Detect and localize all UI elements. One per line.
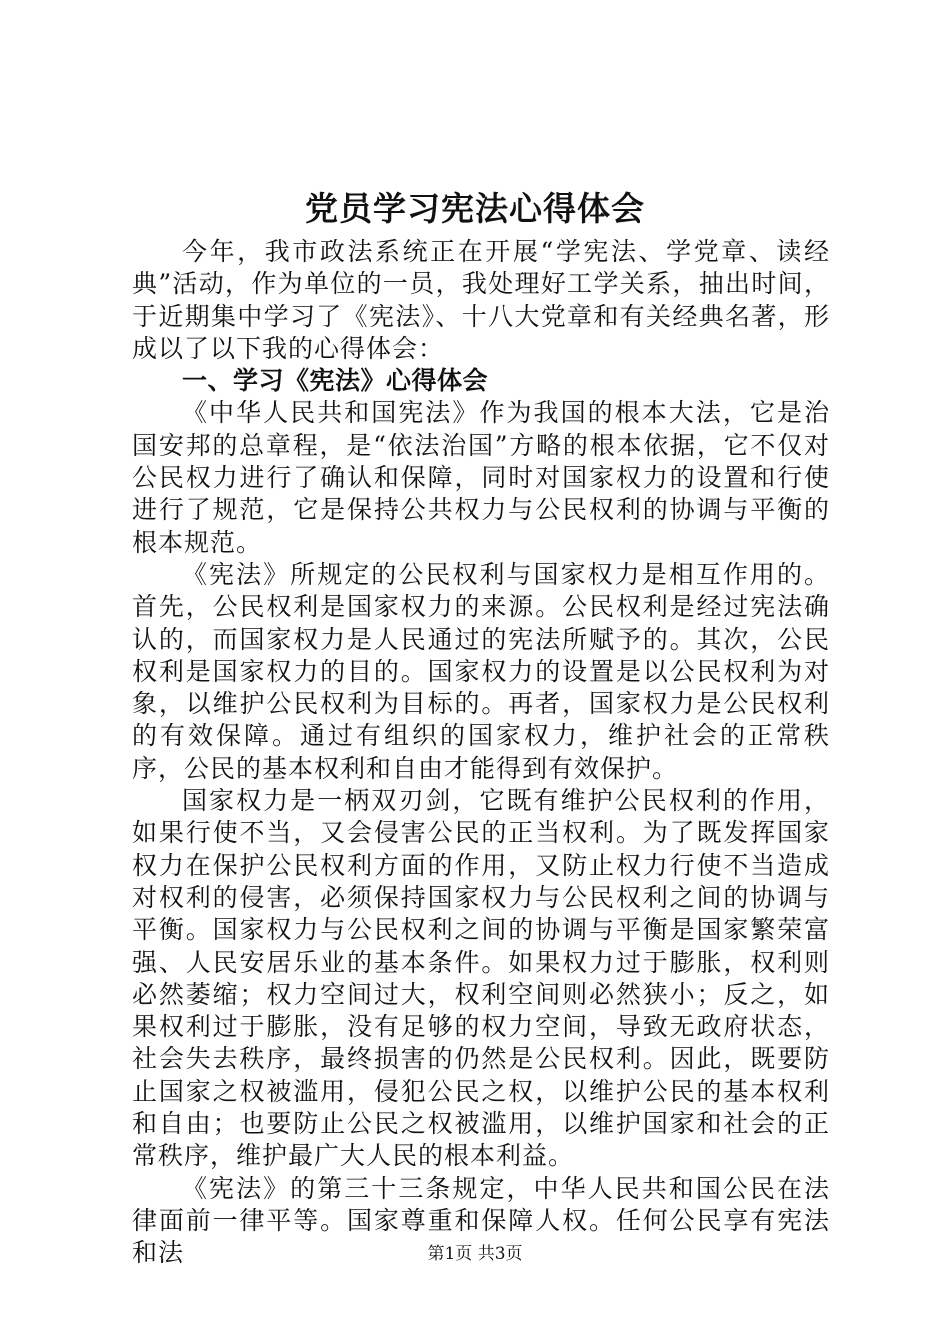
document-body: [132, 236, 830, 1270]
body-paragraph: 国家权力是一柄双刃剑，它既有维护公民权利的作用，如果行使不当，又会侵害公民的正当权利。为了既发挥国家权力在保护公民权利方面的作用，又防止权力行使不当造成对权利的侵害，必须保持国家权力与公民权利之间的协调与平衡。国家权力与公民权利之间的协调与平衡是国家繁荣富强、人民安居乐业的基本条件。如果权力过于膨胀，权利则必然萎缩；权力空间过大，权利空间则必然狭小；反之，如果权利过于膨胀，没有足够的权力空间，导致无政府状态，社会失去秩序，最终损害的仍然是公民权利。因此，既要防止国家之权被滥用，侵犯公民之权，以维护公民的基本权利和自由；也要防止公民之权被滥用，以维护国家和社会的正常秩序，维护最广大人民的根本利益。: [132, 786, 830, 1171]
intro-paragraph: 今年，我市政法系统正在开展“学宪法、学党章、读经典”活动，作为单位的一员，我处理好工学关系，抽出时间，于近期集中学习了《宪法》、十八大党章和有关经典名著，形成以了以下我的心得体会：: [132, 237, 830, 363]
page-number-footer: 第1页 共3页: [427, 1244, 523, 1264]
body-paragraph: 《宪法》的第三十三条规定，中华人民共和国公民在法律面前一律平等。国家尊重和保障人权。任何公民享有宪法和法: [132, 1173, 830, 1268]
body-paragraph: 《中华人民共和国宪法》作为我国的根本大法，它是治国安邦的总章程，是“依法治国”方略的根本依据，它不仅对公民权力进行了确认和保障，同时对国家权力的设置和行使进行了规范，它是保持公共权力与公民权利的协调与平衡的根本规范。: [132, 398, 830, 557]
document-title: 党员学习宪法心得体会: [305, 189, 645, 228]
section-heading: 一、学习《宪法》心得体会: [182, 366, 489, 396]
body-paragraph: 《宪法》所规定的公民权利与国家权力是相互作用的。首先，公民权利是国家权力的来源。公民权利是经过宪法确认的，而国家权力是人民通过的宪法所赋予的。其次，公民权利是国家权力的目的。国家权力的设置是以公民权利为对象，以维护公民权利为目标的。再者，国家权力是公民权利的有效保障。通过有组织的国家权力，维护社会的正常秩序，公民的基本权利和自由才能得到有效保护。: [132, 559, 830, 783]
